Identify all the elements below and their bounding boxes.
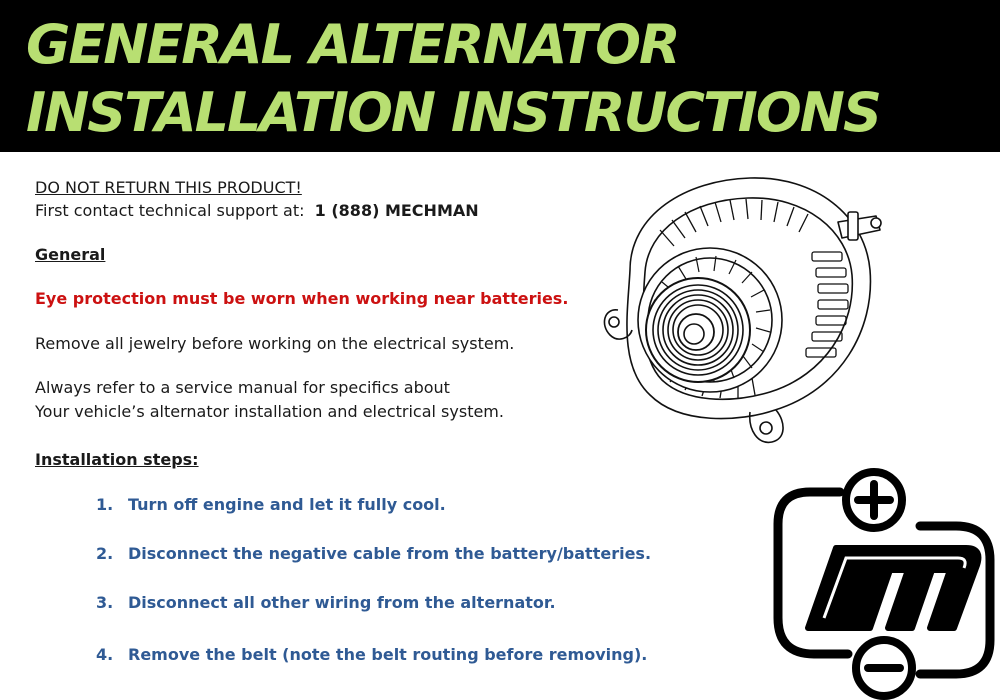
title-line-2: INSTALLATION INSTRUCTIONS: [26, 81, 880, 144]
step-item: [96, 644, 647, 666]
step-number: 1.: [96, 495, 114, 514]
contact-prefix: First contact technical support at:: [35, 201, 305, 220]
support-phone: 1 (888) MECHMAN: [314, 201, 479, 220]
step-text: Disconnect all other wiring from the alternator.: [128, 593, 556, 612]
do-not-return-notice: DO NOT RETURN THIS PRODUCT!: [35, 178, 302, 197]
step-item: [96, 494, 446, 516]
step-text: Disconnect the negative cable from the battery/batteries.: [128, 544, 652, 563]
manual-line-2: Your vehicle’s alternator installation and electrical system.: [35, 402, 504, 421]
title-line-1: GENERAL ALTERNATOR: [26, 13, 679, 76]
header-banner: [0, 0, 1000, 152]
step-number: 3.: [96, 593, 114, 612]
general-heading: General: [35, 245, 106, 264]
installation-heading: Installation steps:: [35, 450, 199, 469]
step-text: Turn off engine and let it fully cool.: [128, 495, 446, 514]
contact-line: [35, 200, 479, 222]
step-number: 4.: [96, 645, 114, 664]
mechman-logo-icon: [770, 468, 998, 700]
eye-protection-warning: Eye protection must be worn when working near batteries.: [35, 289, 569, 308]
jewelry-instruction: Remove all jewelry before working on the electrical system.: [35, 334, 515, 353]
step-item: [96, 543, 651, 565]
step-number: 2.: [96, 544, 114, 563]
alternator-icon: [590, 160, 890, 450]
manual-line-1: Always refer to a service manual for specifics about: [35, 378, 450, 397]
step-item: [96, 592, 556, 614]
step-text: Remove the belt (note the belt routing before removing).: [128, 645, 648, 664]
